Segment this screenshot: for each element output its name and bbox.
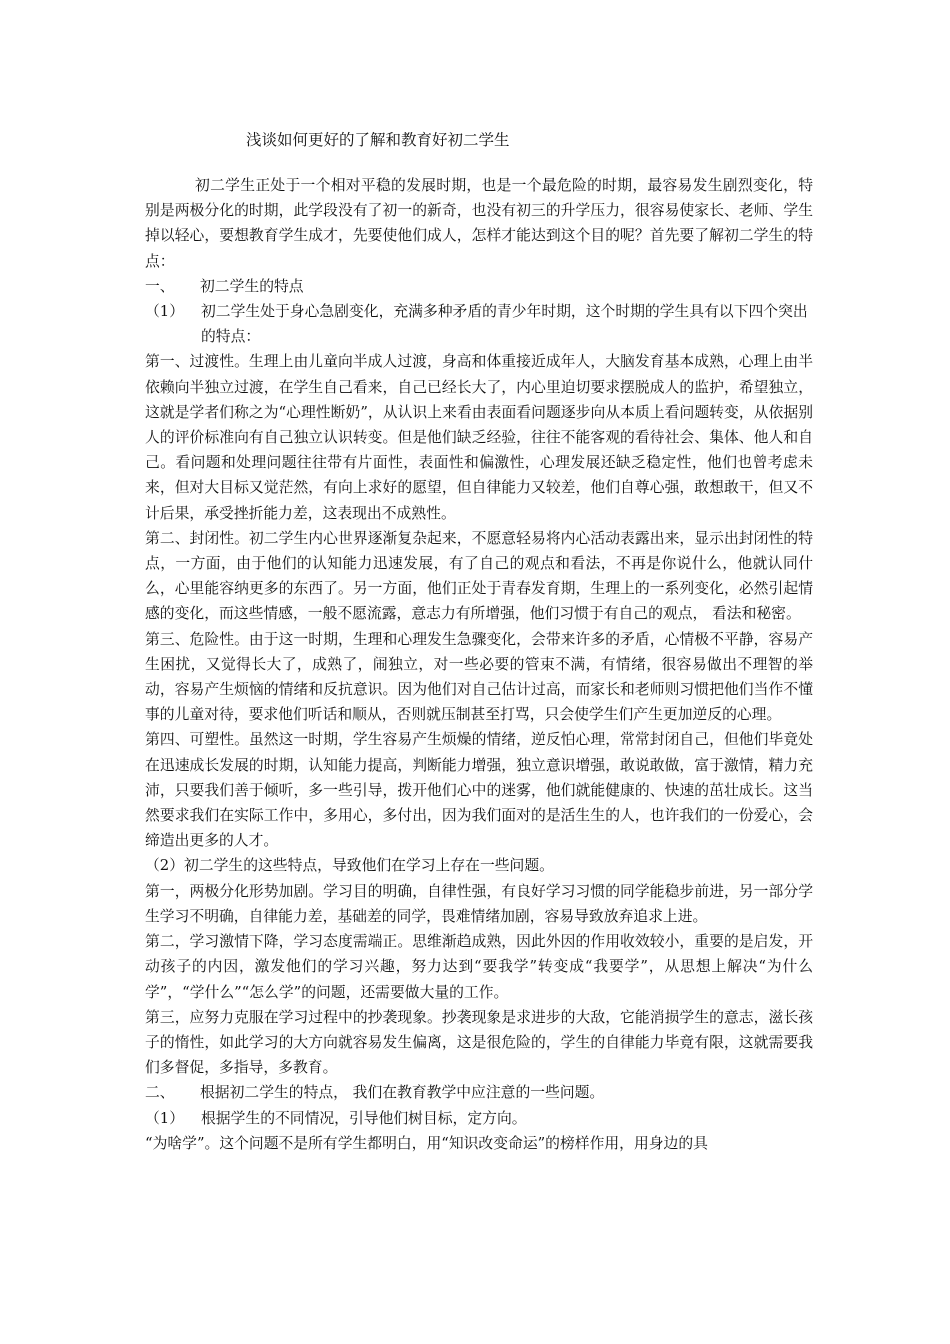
document-title: 浅谈如何更好的了解和教育好初二学生 (246, 131, 510, 149)
subsection-text: 根据学生的不同情况，引导他们树目标，定方向。 (201, 1109, 527, 1127)
intro-paragraph: 初二学生正处于一个相对平稳的发展时期，也是一个最危险的时期，最容易发生剧烈变化，特别是两极分化的时期，此学段没有了初一的新奇，也没有初三的升学压力，很容易使家长、老师、学生掉以轻心，要想教育学生成才，先要使他们成人，怎样才能达到这个目的呢？首先要了解初二学生的特点： (145, 177, 813, 270)
subsection-text: 初二学生处于身心急剧变化，充满多种矛盾的青少年时期，这个时期的学生具有以下四个突出的特点： (201, 303, 808, 346)
section-heading-1 (145, 274, 813, 299)
section-number: 二、 (145, 1084, 175, 1102)
problem-paragraph: 第一，两极分化形势加剧。学习目的明确，自律性强，有良好学习习惯的同学能稳步前进，另一部分学生学习不明确，自律能力差，基础差的同学，畏难情绪加剧，容易导致放弃追求上进。 (145, 882, 813, 925)
problem-paragraph: 第三，应努力克服在学习过程中的抄袭现象。抄袭现象是求进步的大敌，它能消损学生的意志，滋长孩子的惰性，如此学习的大方向就容易发生偏离，这是很危险的，学生的自律能力毕竟有限，这就需要我们多督促，多指导，多教育。 (145, 1008, 813, 1077)
section-number: 一、 (145, 277, 175, 295)
trait-paragraph: 第二、封闭性。初二学生内心世界逐渐复杂起来，不愿意轻易将内心活动表露出来，显示出封闭性的特点，一方面，由于他们的认知能力迅速发展，有了自己的观点和看法，不再是你说什么，他就认同什么，心里能容纳更多的东西了。另一方面，他们正处于青春发育期，生理上的一系列变化，必然引起情感的变化，而这些情感，一般不愿流露，意志力有所增强，他们习惯于有自己的观点， 看法和秘密。 (145, 529, 813, 623)
subsection-3 (145, 1106, 813, 1131)
last-line: “为啥学”。这个问题不是所有学生都明白，用“知识改变命运”的榜样作用，用身边的具 (145, 1134, 708, 1152)
trait-paragraph: 第一、过渡性。生理上由儿童向半成人过渡，身高和体重接近成年人，大脑发育基本成熟，心理上由半依赖向半独立过渡，在学生自己看来，自己已经长大了，内心里迫切要求摆脱成人的监护，希望独立，这就是学者们称之为“心理性断奶”，从认识上来看由表面看问题逐步向从本质上看问题转变，从依据别人的评价标准向有自己独立认识转变。但是他们缺乏经验，往往不能客观的看待社会、集体、他人和自己。看问题和处理问题往往带有片面性，表面性和偏激性，心理发展还缺乏稳定性，他们也曾考虑未来，但对大目标又觉茫然，有向上求好的愿望，但自律能力又较差，他们自尊心强，敢想敢干，但又不计后果，承受挫折能力差，这表现出不成熟性。 (145, 353, 813, 522)
subsection-number: （1） (145, 303, 185, 321)
subsection-1 (145, 299, 813, 349)
subsection-number: （1） (145, 1109, 185, 1127)
section-title: 初二学生的特点 (200, 277, 304, 295)
section-heading-2 (145, 1080, 813, 1105)
section-title: 根据初二学生的特点， 我们在教育教学中应注意的一些问题。 (200, 1084, 605, 1102)
subsection-2: （2）初二学生的这些特点，导致他们在学习上存在一些问题。 (145, 857, 554, 875)
problem-paragraph: 第二，学习激情下降，学习态度需端正。思维渐趋成熟，因此外因的作用收效较小，重要的是启发，开动孩子的内因，激发他们的学习兴趣，努力达到“要我学”转变成“我要学”，从思想上解决“为什么学”，“学什么”“怎么学”的问题，还需要做大量的工作。 (145, 933, 813, 1001)
trait-paragraph: 第三、危险性。由于这一时期，生理和心理发生急骤变化，会带来许多的矛盾，心情极不平静，容易产生困扰，又觉得长大了，成熟了，闹独立，对一些必要的管束不满，有情绪，很容易做出不理智的举动，容易产生烦恼的情绪和反抗意识。因为他们对自己估计过高，而家长和老师则习惯把他们当作不懂事的儿童对待，要求他们听话和顺从，否则就压制甚至打骂，只会使学生们产生更加逆反的心理。 (145, 630, 813, 724)
document-body (145, 173, 813, 1156)
trait-paragraph: 第四、可塑性。虽然这一时期，学生容易产生烦燥的情绪，逆反怕心理，常常封闭自己，但他们毕竟处在迅速成长发展的时期，认知能力提高，判断能力增强，独立意识增强，敢说敢做，富于激情，精力充沛，只要我们善于倾听，多一些引导，拨开他们心中的迷雾，他们就能健康的、快速的茁壮成长。这当然要求我们在实际工作中，多用心，多付出，因为我们面对的是活生生的人，也许我们的一份爱心，会缔造出更多的人才。 (145, 731, 813, 850)
